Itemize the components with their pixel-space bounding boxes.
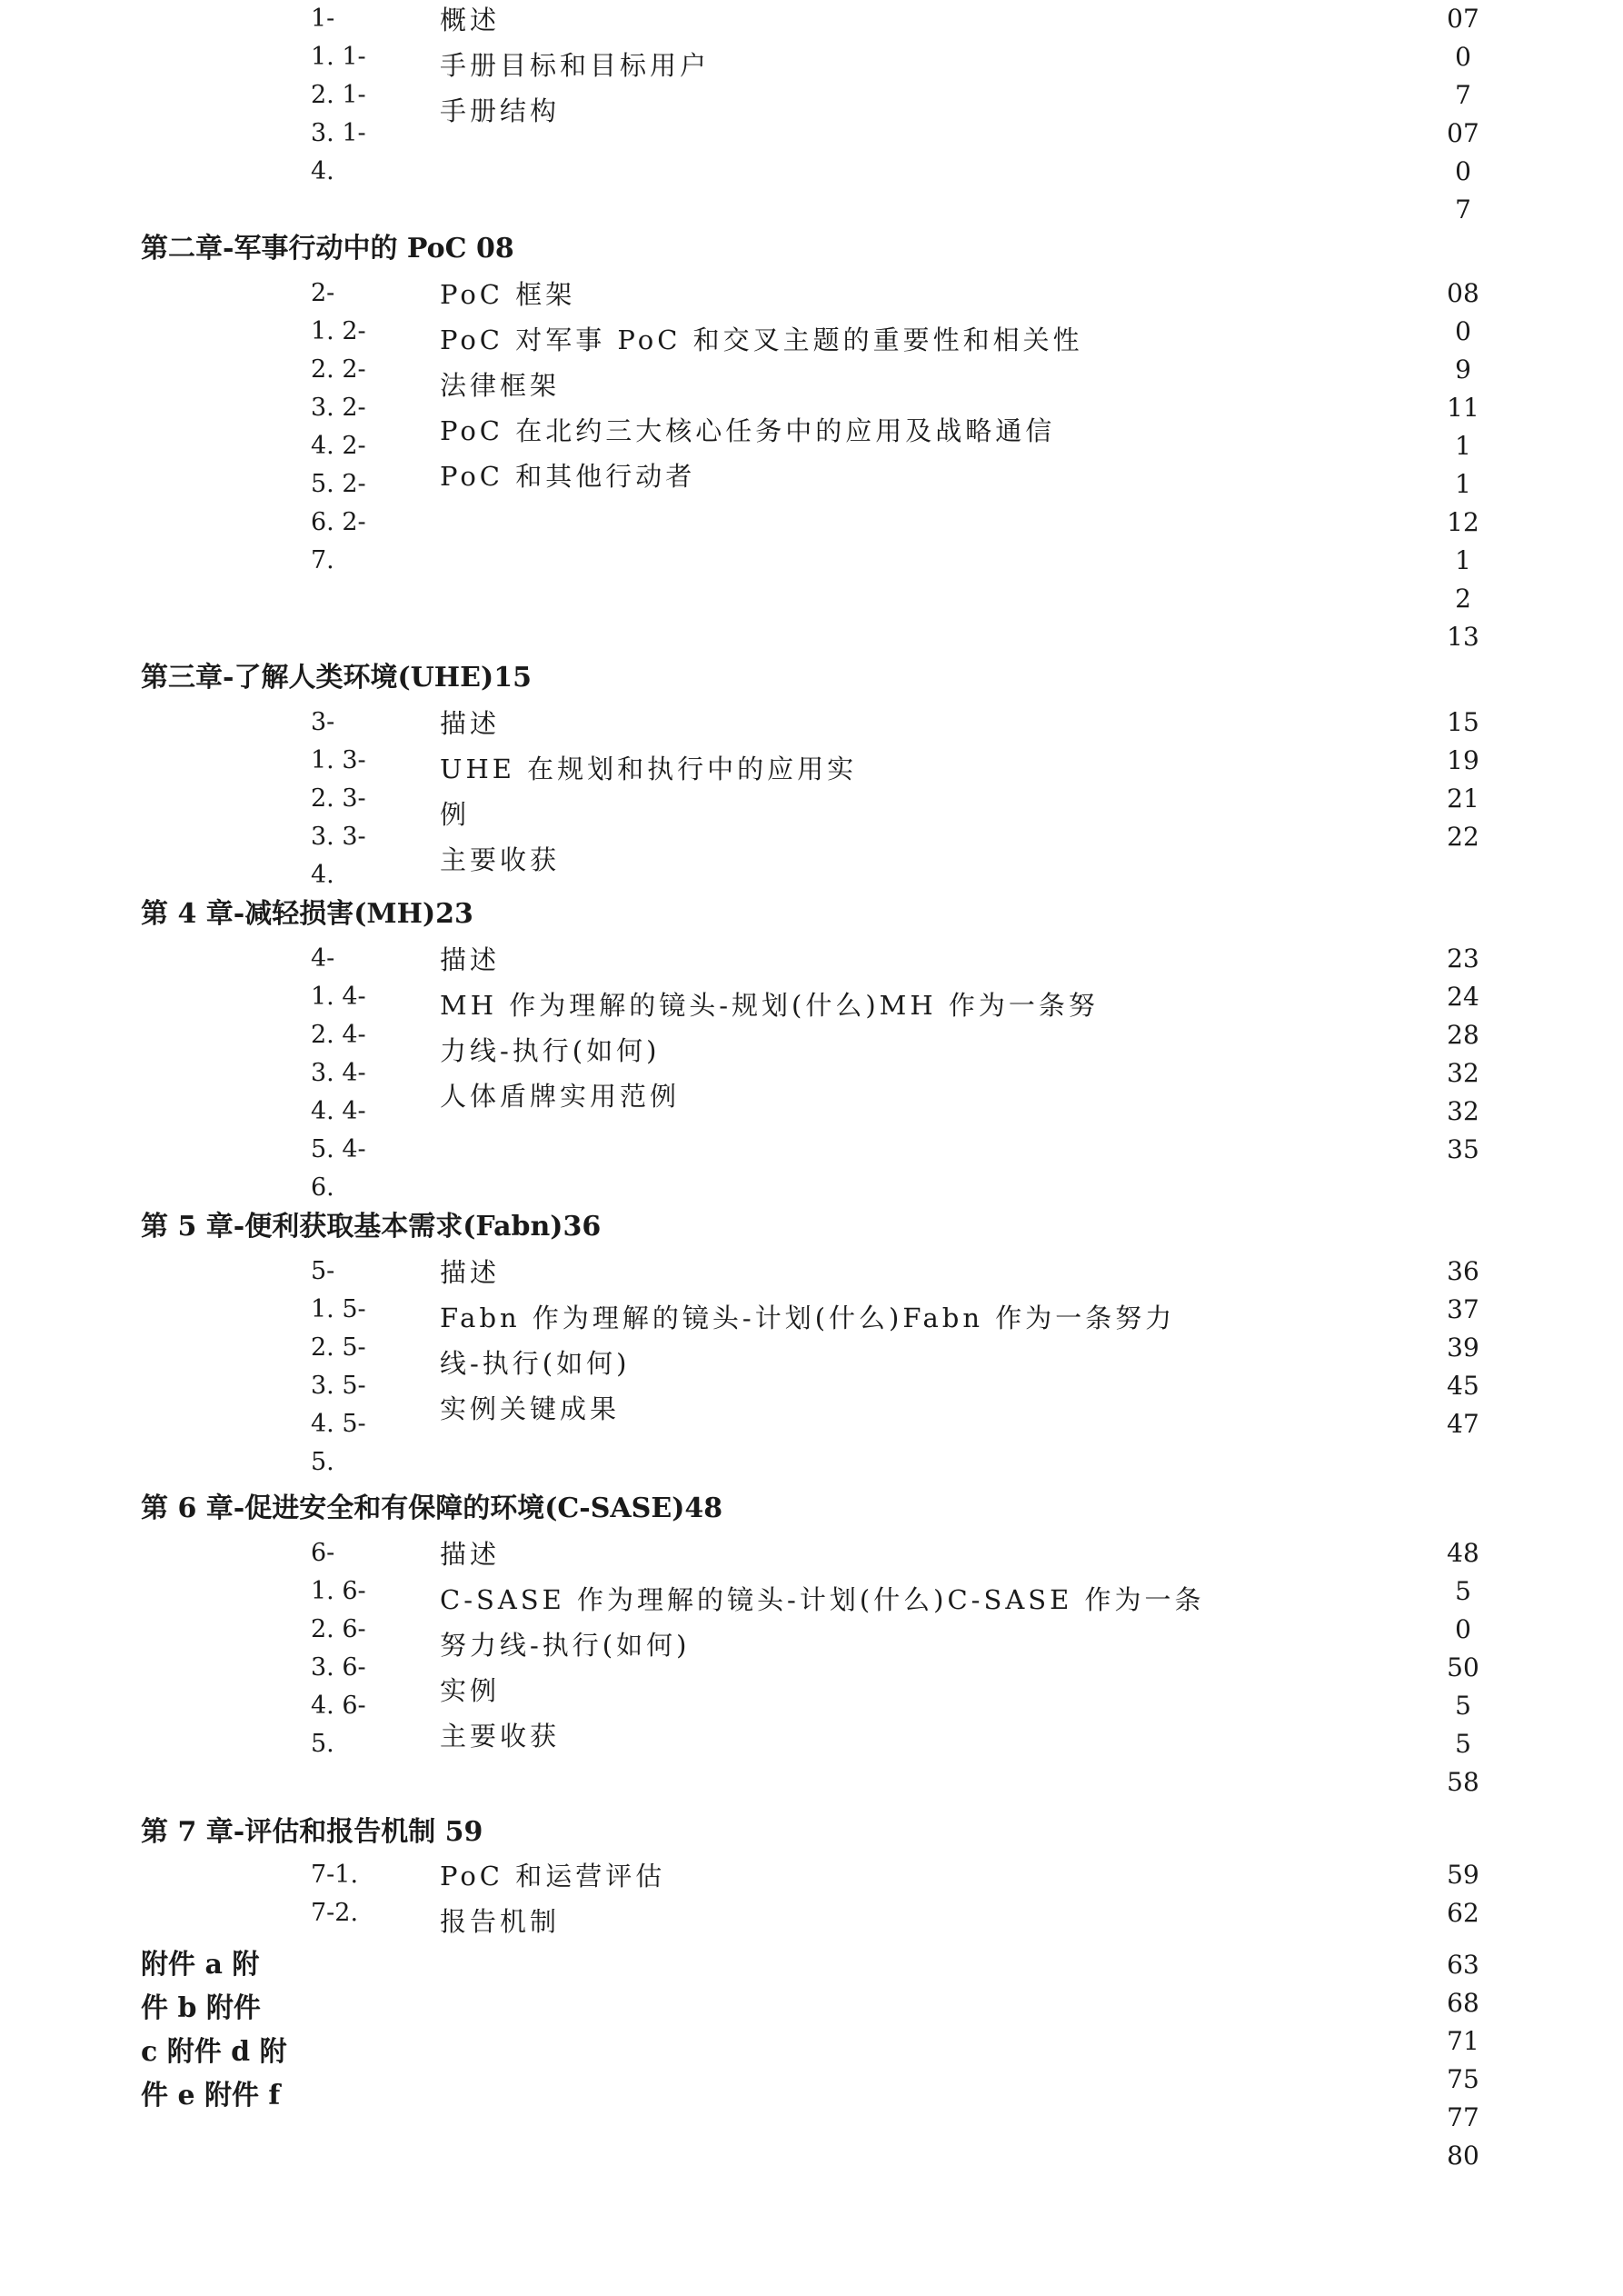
intro-titles: [440, 0, 710, 134]
section-number: 5-: [311, 1257, 335, 1285]
page-number: 80: [1447, 2141, 1479, 2171]
page-number: 32: [1447, 1096, 1479, 1126]
section-number: 6.: [311, 1173, 334, 1202]
section-title[interactable]: 描述: [440, 944, 501, 975]
page-number: 50: [1447, 1652, 1479, 1682]
section-number: 2. 5-: [311, 1333, 366, 1362]
page-number: 5: [1455, 1691, 1471, 1721]
ch5-titles: [440, 1250, 1175, 1432]
section-title[interactable]: 描述: [440, 708, 501, 739]
page-number: 9: [1455, 354, 1471, 384]
section-title[interactable]: PoC 和其他行动者: [440, 461, 696, 492]
appendix-line[interactable]: 附件 a 附: [141, 1949, 260, 1981]
section-number: 4.: [311, 157, 334, 185]
section-title[interactable]: PoC 和运营评估: [440, 1861, 666, 1892]
section-number: 2. 6-: [311, 1615, 366, 1643]
intro-nums: [311, 0, 366, 191]
section-title[interactable]: 力线-执行(如何): [440, 1035, 661, 1066]
page-number: 45: [1447, 1371, 1479, 1401]
page-number: 5: [1455, 1576, 1471, 1606]
ch4-nums: [311, 940, 366, 1207]
page-number: 1: [1455, 545, 1471, 575]
section-title[interactable]: 努力线-执行(如何): [440, 1630, 691, 1661]
section-number: 7-1.: [311, 1861, 359, 1889]
page-number: 07: [1447, 118, 1479, 148]
chapter-heading[interactable]: 第 4 章-减轻损害(MH)23: [141, 898, 473, 930]
section-number: 6. 2-: [311, 508, 366, 536]
section-number: 3. 5-: [311, 1372, 366, 1400]
section-title[interactable]: 概述: [440, 5, 501, 35]
appendix-line[interactable]: 件 e 附件 f: [141, 2080, 281, 2111]
page-number: 32: [1447, 1058, 1479, 1088]
section-title[interactable]: 实例: [440, 1675, 501, 1706]
section-title[interactable]: 主要收获: [440, 844, 561, 875]
section-title[interactable]: 实例关键成果: [440, 1393, 621, 1424]
section-number: 1. 5-: [311, 1295, 366, 1323]
section-title[interactable]: Fabn 作为理解的镜头-计划(什么)Fabn 作为一条努力: [440, 1303, 1176, 1333]
section-title[interactable]: MH 作为理解的镜头-规划(什么)MH 作为一条努: [440, 990, 1099, 1021]
section-title[interactable]: PoC 对军事 PoC 和交叉主题的重要性和相关性: [440, 324, 1083, 355]
section-title[interactable]: 描述: [440, 1257, 501, 1288]
section-number: 2. 3-: [311, 784, 366, 813]
appendix-pages: [1431, 1946, 1495, 2175]
page-number: 1: [1455, 431, 1471, 461]
ch7-pages: [1431, 1856, 1495, 1932]
section-title[interactable]: PoC 框架: [440, 279, 576, 310]
section-number: 4. 2-: [311, 432, 366, 460]
page-number: 35: [1447, 1134, 1479, 1164]
section-title[interactable]: 人体盾牌实用范例: [440, 1081, 681, 1112]
section-number: 4. 5-: [311, 1410, 366, 1438]
page-number: 22: [1447, 822, 1479, 852]
page-number: 15: [1447, 707, 1479, 737]
chapter-heading[interactable]: 第二章-军事行动中的 PoC 08: [141, 233, 514, 265]
page-number: 71: [1447, 2026, 1479, 2056]
ch6-titles: [440, 1532, 1205, 1759]
section-number: 2. 1-: [311, 81, 366, 109]
page-number: 07: [1447, 4, 1479, 34]
ch3-titles: [440, 701, 857, 883]
page-number: 68: [1447, 1988, 1479, 2018]
chapter-heading[interactable]: 第 7 章-评估和报告机制 59: [141, 1816, 483, 1848]
section-number: 5.: [311, 1730, 334, 1758]
appendix-line[interactable]: c 附件 d 附: [141, 2036, 287, 2068]
section-title[interactable]: 例: [440, 799, 471, 830]
ch3-pages: [1431, 704, 1495, 856]
section-title[interactable]: 线-执行(如何): [440, 1348, 631, 1379]
page-number: 12: [1447, 507, 1479, 537]
section-number: 3. 6-: [311, 1653, 366, 1682]
page-number: 24: [1447, 982, 1479, 1012]
appendix-line[interactable]: 件 b 附件: [141, 1992, 261, 2024]
ch2-pages: [1431, 275, 1495, 656]
section-number: 6-: [311, 1539, 335, 1567]
section-title[interactable]: 法律框架: [440, 370, 561, 401]
page-number: 11: [1447, 393, 1479, 423]
ch5-pages: [1431, 1253, 1495, 1443]
section-title[interactable]: 手册结构: [440, 95, 561, 126]
ch4-pages: [1431, 940, 1495, 1169]
appendix-list: [141, 1943, 287, 2118]
page-number: 48: [1447, 1538, 1479, 1568]
page-number: 19: [1447, 745, 1479, 775]
chapter-heading[interactable]: 第 5 章-便利获取基本需求(Fabn)36: [141, 1211, 602, 1243]
page-number: 7: [1455, 80, 1471, 110]
section-number: 5. 2-: [311, 470, 366, 498]
page-number: 21: [1447, 784, 1479, 814]
section-title[interactable]: PoC 在北约三大核心任务中的应用及战略通信: [440, 415, 1056, 446]
ch2-nums: [311, 275, 366, 580]
page-number: 75: [1447, 2064, 1479, 2094]
page-number: 63: [1447, 1950, 1479, 1980]
section-number: 3-: [311, 708, 335, 736]
page-number: 62: [1447, 1898, 1479, 1928]
section-number: 5.: [311, 1448, 334, 1476]
section-number: 2. 2-: [311, 355, 366, 384]
section-number: 1-: [311, 5, 335, 33]
section-number: 3. 1-: [311, 119, 366, 147]
ch4-titles: [440, 937, 1099, 1119]
page-number: 23: [1447, 943, 1479, 973]
section-title[interactable]: 描述: [440, 1539, 501, 1570]
page-number: 58: [1447, 1767, 1479, 1797]
page-number: 0: [1455, 1614, 1471, 1644]
section-number: 1. 4-: [311, 983, 366, 1011]
page-number: 0: [1455, 156, 1471, 186]
ch5-nums: [311, 1253, 366, 1482]
page-number: 0: [1455, 42, 1471, 72]
page-number: 77: [1447, 2102, 1479, 2132]
section-number: 1. 6-: [311, 1577, 366, 1605]
section-number: 1. 3-: [311, 746, 366, 774]
ch7-nums: [311, 1856, 358, 1932]
page-number: 39: [1447, 1333, 1479, 1363]
page-number: 2: [1455, 584, 1471, 614]
section-number: 5. 4-: [311, 1135, 366, 1163]
ch7-titles: [440, 1853, 665, 1944]
page-number: 37: [1447, 1294, 1479, 1324]
page-number: 08: [1447, 278, 1479, 308]
section-number: 2-: [311, 279, 335, 307]
section-title[interactable]: C-SASE 作为理解的镜头-计划(什么)C-SASE 作为一条: [440, 1584, 1205, 1615]
intro-pages: [1431, 0, 1495, 229]
section-number: 4-: [311, 944, 335, 973]
ch2-titles: [440, 272, 1083, 499]
section-number: 7.: [311, 546, 334, 574]
ch6-nums: [311, 1534, 366, 1763]
section-title[interactable]: 报告机制: [440, 1906, 561, 1937]
section-number: 1. 2-: [311, 317, 366, 345]
page-number: 47: [1447, 1409, 1479, 1439]
section-number: 7-2.: [311, 1899, 359, 1927]
section-title[interactable]: 手册目标和目标用户: [440, 50, 711, 81]
section-number: 4.: [311, 861, 334, 889]
page-number: 36: [1447, 1256, 1479, 1286]
section-number: 3. 3-: [311, 823, 366, 851]
section-number: 4. 4-: [311, 1097, 366, 1125]
section-number: 2. 4-: [311, 1021, 366, 1049]
page-number: 1: [1455, 469, 1471, 499]
section-title[interactable]: UHE 在规划和执行中的应用实: [440, 754, 858, 784]
page-number: 28: [1447, 1020, 1479, 1050]
section-number: 1. 1-: [311, 43, 366, 71]
chapter-heading[interactable]: 第三章-了解人类环境(UHE)15: [141, 662, 532, 694]
ch3-nums: [311, 704, 366, 894]
page-number: 59: [1447, 1860, 1479, 1890]
section-number: 3. 2-: [311, 394, 366, 422]
page-number: 7: [1455, 195, 1471, 225]
page-number: 0: [1455, 316, 1471, 346]
section-title[interactable]: 主要收获: [440, 1721, 561, 1752]
chapter-heading[interactable]: 第 6 章-促进安全和有保障的环境(C-SASE)48: [141, 1492, 723, 1524]
ch6-pages: [1431, 1534, 1495, 1802]
page-number: 13: [1447, 622, 1479, 652]
section-number: 3. 4-: [311, 1059, 366, 1087]
page-number: 5: [1455, 1729, 1471, 1759]
section-number: 4. 6-: [311, 1692, 366, 1720]
